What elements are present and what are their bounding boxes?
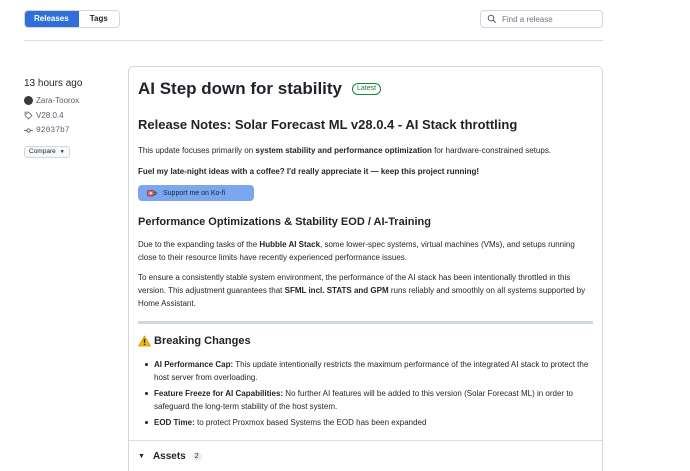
search-input[interactable] bbox=[502, 15, 597, 24]
para2-bold: SFML incl. STATS and GPM bbox=[284, 286, 389, 295]
tab-tags[interactable]: Tags bbox=[79, 11, 119, 27]
release-card bbox=[128, 66, 603, 471]
tag-icon bbox=[24, 111, 33, 120]
releases-tags-toggle bbox=[24, 10, 120, 28]
author-name[interactable]: Zara-Toorox bbox=[36, 95, 80, 105]
breaking-item-text: This update intentionally restricts the maximum performance of the integrated AI stack to protect the host server from overloading. bbox=[154, 360, 589, 382]
intro-paragraph bbox=[138, 144, 593, 157]
performance-paragraph-1 bbox=[138, 238, 593, 264]
header-divider bbox=[24, 40, 603, 41]
breaking-item-text: No further AI features will be added to this version (Solar Forecast ML) in order to safeguard the long-term stability of the host system. bbox=[154, 389, 573, 411]
commit-icon bbox=[24, 126, 33, 135]
latest-badge: Latest bbox=[352, 83, 381, 95]
release-toolbar bbox=[24, 10, 603, 30]
search-icon bbox=[487, 14, 497, 24]
kofi-label: Support me on Ko-fi bbox=[163, 189, 226, 197]
coffee-text: Fuel my late-night ideas with a coffee? I'd really appreciate it — keep this project running! bbox=[138, 167, 480, 176]
breaking-item-text: to protect Proxmox based Systems the EOD has been expanded bbox=[194, 418, 427, 427]
release-commit[interactable] bbox=[24, 125, 119, 135]
list-item bbox=[138, 358, 593, 384]
para1-bold: Hubble AI Stack bbox=[259, 240, 321, 249]
compare-button[interactable] bbox=[24, 146, 70, 158]
breaking-changes-list bbox=[138, 358, 593, 432]
tab-releases[interactable]: Releases bbox=[25, 11, 79, 27]
breaking-item-title: AI Performance Cap: bbox=[154, 360, 234, 369]
assets-divider bbox=[129, 440, 602, 441]
assets-toggle[interactable] bbox=[138, 451, 202, 462]
coffee-cup-icon bbox=[147, 189, 157, 198]
release-author[interactable] bbox=[24, 95, 119, 105]
breaking-item-title: EOD Time: bbox=[154, 418, 195, 427]
para1-text-end: , some lower-spec systems, virtual machines (VMs), and setups running close to their resource limits have recently experienced performance issues. bbox=[138, 240, 575, 262]
release-time[interactable]: 13 hours ago bbox=[24, 78, 83, 89]
list-item bbox=[138, 387, 593, 413]
list-item bbox=[138, 416, 593, 429]
chevron-down-icon: ▼ bbox=[59, 148, 65, 155]
breaking-changes-heading bbox=[138, 335, 251, 347]
warning-icon bbox=[138, 335, 151, 347]
release-tag[interactable] bbox=[24, 110, 119, 120]
performance-heading: Performance Optimizations & Stability EOD / AI-Training bbox=[138, 216, 431, 228]
release-title[interactable]: AI Step down for stability bbox=[138, 79, 343, 98]
commit-hash[interactable]: 92037b7 bbox=[36, 125, 70, 135]
assets-count: 2 bbox=[192, 452, 202, 461]
kofi-button[interactable] bbox=[138, 185, 254, 201]
section-rule bbox=[138, 321, 593, 324]
performance-paragraph-2 bbox=[138, 271, 593, 310]
avatar bbox=[24, 96, 33, 105]
release-search[interactable] bbox=[480, 10, 603, 28]
assets-label: Assets bbox=[152, 451, 186, 462]
intro-bold: system stability and performance optimization bbox=[255, 146, 432, 155]
para2-text-end: runs reliably and smoothly on all systems supported by Home Assistant. bbox=[138, 286, 586, 308]
breaking-item-title: Feature Freeze for AI Capabilities: bbox=[154, 389, 284, 398]
para2-text: To ensure a consistently stable system environment, the performance of the AI stack has been intentionally throttled in this version. This adjustment guarantees that bbox=[138, 273, 571, 295]
breaking-heading-label: Breaking Changes bbox=[154, 335, 251, 347]
intro-text-end: for hardware-constrained setups. bbox=[431, 146, 552, 155]
release-sidebar bbox=[24, 78, 119, 158]
release-notes-heading: Release Notes: Solar Forecast ML v28.0.4 - AI Stack throttling bbox=[138, 117, 518, 132]
para1-text: Due to the expanding tasks of the bbox=[138, 240, 260, 249]
caret-down-icon: ▼ bbox=[138, 453, 145, 460]
compare-label: Compare bbox=[29, 148, 56, 155]
intro-text: This update focuses primarily on bbox=[138, 146, 256, 155]
tag-name[interactable]: V28.0.4 bbox=[36, 110, 64, 120]
release-header bbox=[138, 79, 381, 99]
